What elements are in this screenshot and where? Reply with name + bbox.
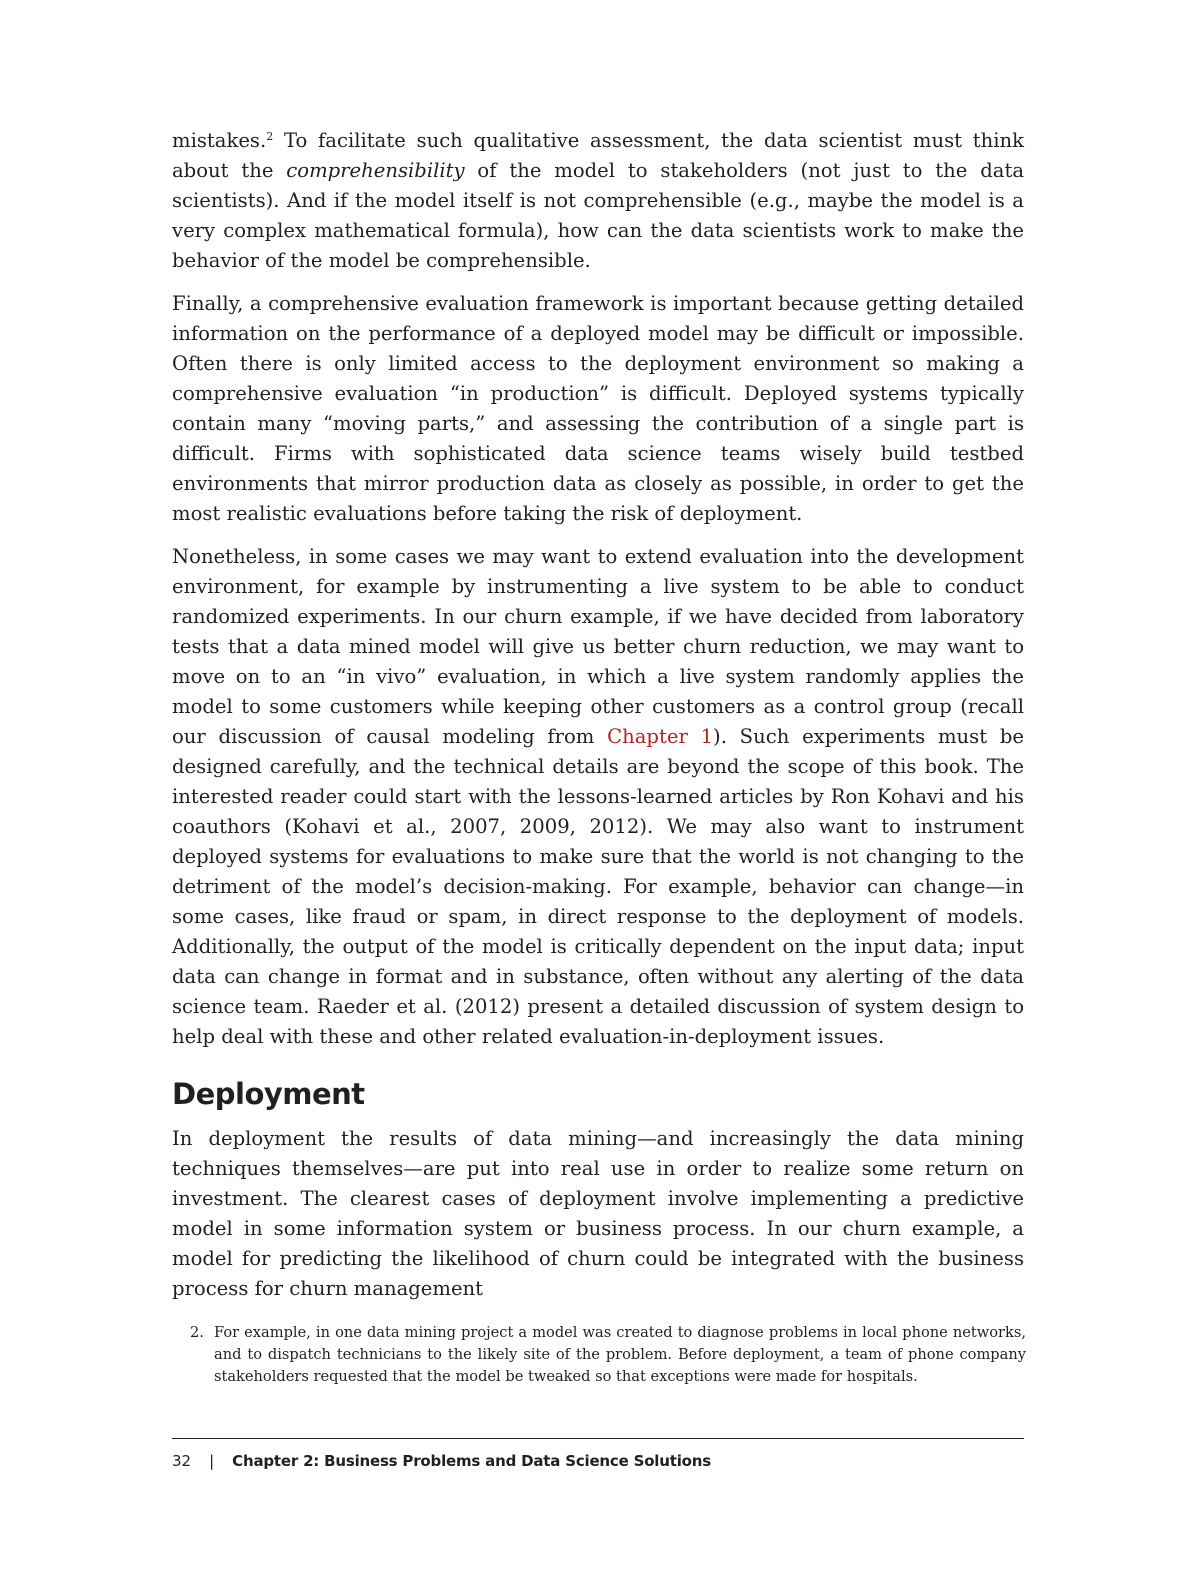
footnote-number: 2.	[190, 1324, 204, 1341]
chapter-1-link[interactable]: Chapter 1	[607, 725, 714, 748]
footnote	[190, 1322, 1026, 1388]
footer-divider	[172, 1438, 1024, 1439]
footnote-text: For example, in one data mining project a model was created to diagnose problems in local phone networks, and to dispatch technicians to the likely site of the problem. Before deployment, a team of phone company stakeholders requested that the model be tweaked so that exceptions were made for hospitals.	[214, 1324, 1026, 1385]
paragraph-in-vivo-evaluation: Nonetheless, in some cases we may want to extend evaluation into the development environment, for example by instrumenting a live system to be able to conduct randomized experiments. In our churn example, if we have decided from laboratory tests that a data mined model will give us better churn reduction, we may want to move on to an “in vivo” evaluation, in which a live system randomly applies the model to some customers while keeping other customers as a control group (recall our discussion of causal modeling from Chapter 1). Such experiments must be designed carefully, and the technical details are beyond the scope of this book. The interested reader could start with the lessons-learned articles by Ron Kohavi and his coauthors (Kohavi et al., 2007, 2009, 2012). We may also want to instrument deployed systems for evaluations to make sure that the world is not changing to the detriment of the model’s decision-making. For example, behavior can change—in some cases, like fraud or spam, in direct response to the deployment of models. Additionally, the output of the model is critically dependent on the input data; input data can change in format and in substance, often without any alerting of the data science team. Raeder et al. (2012) present a detailed discussion of system design to help deal with these and other related evaluation-in-deployment issues.	[172, 545, 1025, 1048]
running-head: Chapter 2: Business Problems and Data Science Solutions	[232, 1452, 711, 1470]
paragraph-deployment: In deployment the results of data mining—and increasingly the data mining techniques themselves—are put into real use in order to realize some return on investment. The clearest cases of deployment involve implementing a predictive model in some information system or business process. In our churn example, a model for predicting the likelihood of churn could be integrated with the business process for churn management	[172, 1127, 1024, 1300]
paragraph-comprehensibility: mistakes.$^2$ To facilitate such qualitative assessment, the data scientist must think about the comprehensibility of the model to stakeholders (not just to the data scientists). And if the model itself is not comprehensible (e.g., maybe the model is a very complex mathematical formula), how can the data scientists work to make the behavior of the model be comprehensible.	[172, 129, 1025, 272]
section-heading-deployment: Deployment	[172, 1077, 365, 1111]
footnote-reference[interactable]: 2	[266, 130, 274, 143]
footer-separator: |	[209, 1452, 215, 1470]
emphasis-term: comprehensibility	[286, 159, 465, 182]
page-body	[172, 126, 1024, 1317]
page-number: 32	[172, 1452, 192, 1470]
paragraph-evaluation-framework: Finally, a comprehensive evaluation framework is important because getting detailed information on the performance of a deployed model may be difficult or impossible. Often there is only limited access to the deployment environment so making a comprehensive evaluation “in production” is difficult. Deployed systems typically contain many “moving parts,” and assessing the contribution of a single part is difficult. Firms with sophisticated data science teams wisely build testbed environments that mirror production data as closely as possible, in order to get the most realistic evaluations before taking the risk of deployment.	[172, 292, 1024, 525]
page-footer	[172, 1450, 711, 1472]
